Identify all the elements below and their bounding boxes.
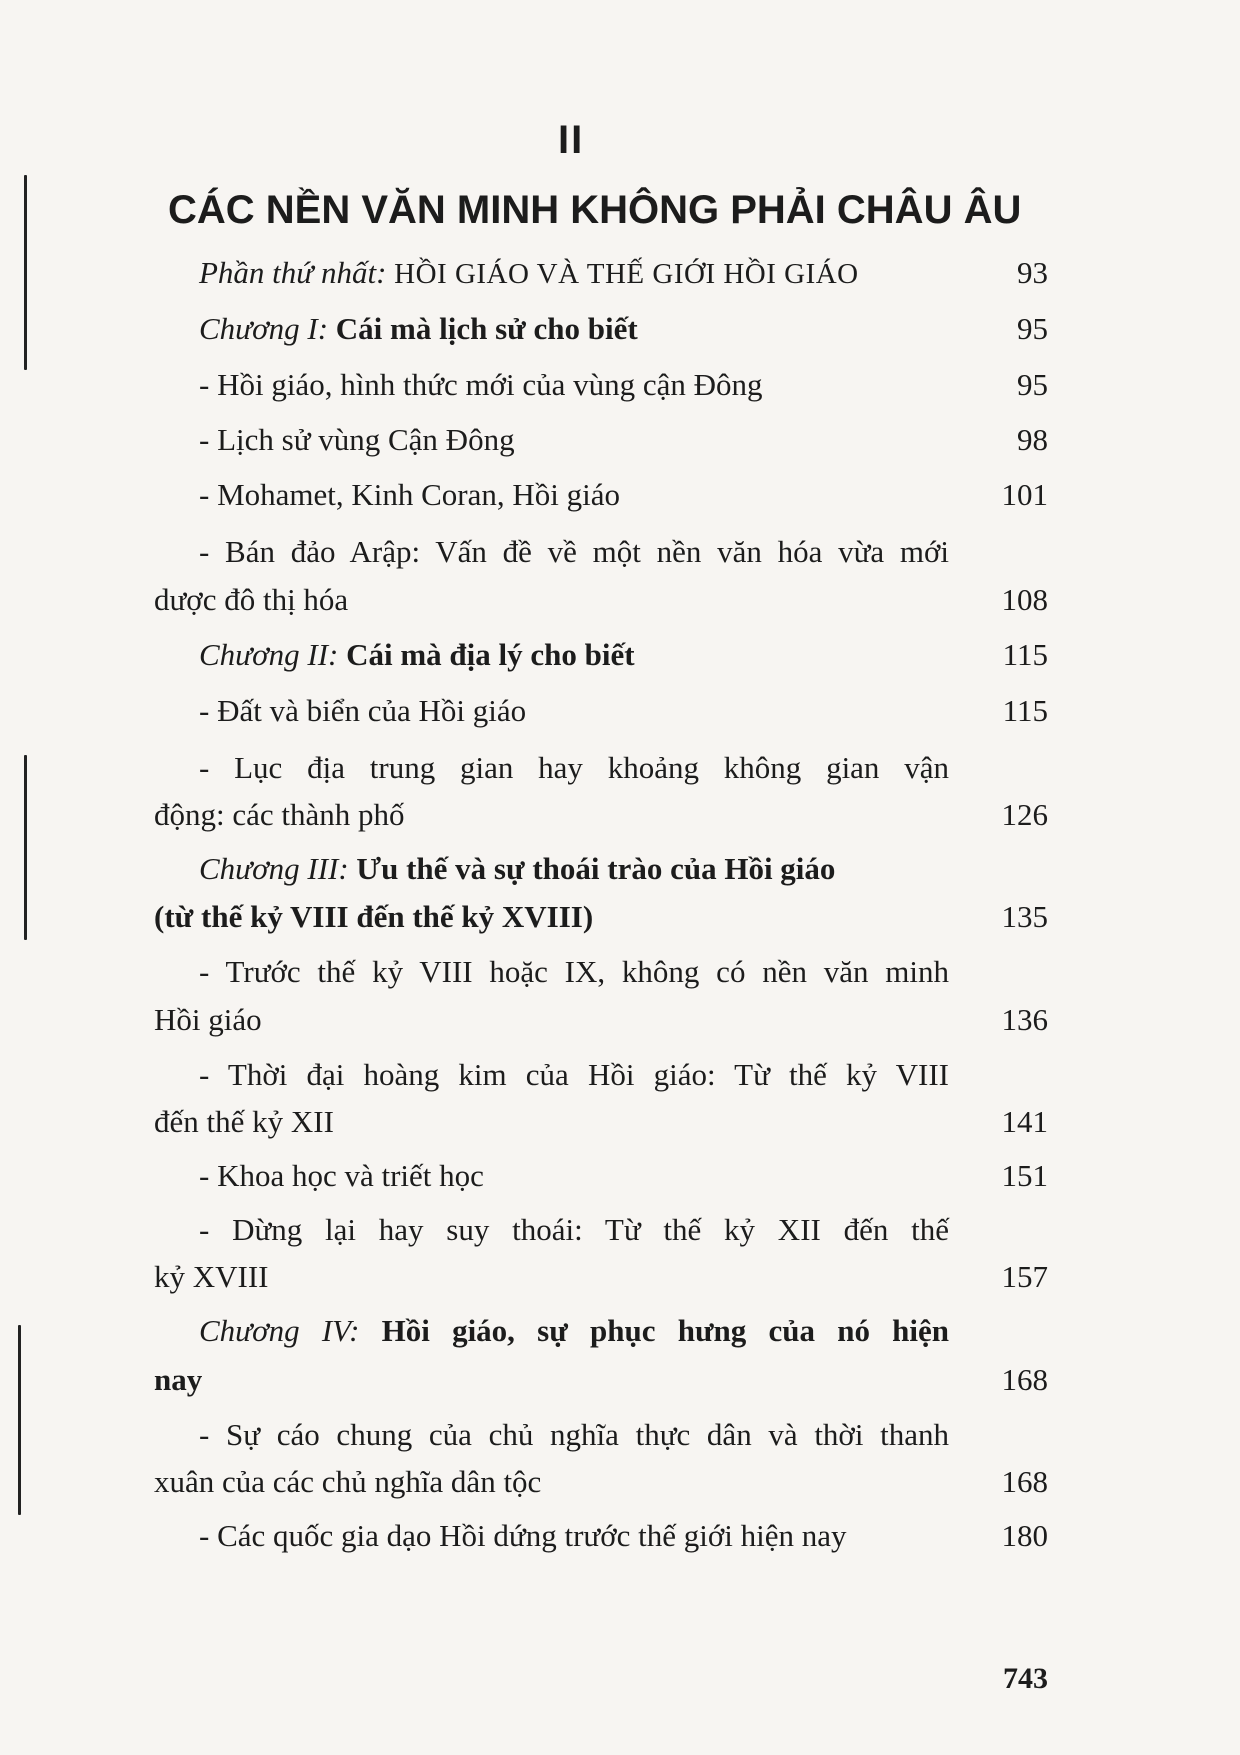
toc-chapter-heading — [199, 305, 638, 352]
toc-entry-line: kỷ XVIII — [154, 1259, 269, 1294]
toc-entry: - Đất và biển của Hồi giáo — [199, 693, 527, 728]
toc-entry-line: đến thế kỷ XII — [154, 1104, 334, 1139]
page-number: 93 — [1017, 255, 1048, 290]
page-number: 151 — [1001, 1158, 1048, 1193]
toc-entry: - Hồi giáo, hình thức mới của vùng cận Đông — [199, 367, 763, 402]
page-number: 157 — [1001, 1259, 1048, 1294]
page-number: 168 — [1001, 1362, 1048, 1397]
toc-entry-line: - Lục địa trung gian hay khoảng không gian vận — [199, 750, 949, 785]
page-number: 95 — [1017, 311, 1048, 346]
page-number: 180 — [1001, 1518, 1048, 1553]
toc-chapter-heading — [199, 631, 635, 678]
toc-entry-line: - Thời đại hoàng kim của Hồi giáo: Từ thế kỷ VIII — [199, 1057, 949, 1092]
page-number: 101 — [1001, 477, 1048, 512]
part-label: Phần thứ nhất: — [199, 255, 387, 290]
toc-part-heading — [199, 249, 859, 298]
toc-entry: - Khoa học và triết học — [199, 1158, 484, 1193]
toc-chapter-heading — [199, 1307, 949, 1354]
scan-mark — [24, 175, 27, 370]
chapter-label: Chương I: — [199, 311, 329, 346]
scan-mark — [18, 1325, 21, 1515]
toc-entry-line: xuân của các chủ nghĩa dân tộc — [154, 1464, 542, 1499]
toc-entry-line: động: các thành phố — [154, 797, 405, 832]
page-number: 108 — [1001, 582, 1048, 617]
chapter-title: Ưu thế và sự thoái trào của Hồi giáo — [356, 851, 836, 886]
chapter-title: Cái mà lịch sử cho biết — [335, 311, 638, 346]
chapter-label: Chương III: — [199, 851, 349, 886]
toc-entry-line: - Bán đảo Arập: Vấn đề về một nền văn hóa vừa mới — [199, 534, 949, 569]
toc-chapter-heading — [199, 845, 835, 892]
page-number: 95 — [1017, 367, 1048, 402]
chapter-title: Cái mà địa lý cho biết — [346, 637, 635, 672]
toc-entry: - Lịch sử vùng Cận Đông — [199, 422, 515, 457]
section-title: CÁC NỀN VĂN MINH KHÔNG PHẢI CHÂU ÂU — [168, 188, 1022, 232]
toc-entry: - Mohamet, Kinh Coran, Hồi giáo — [199, 477, 621, 512]
chapter-title: Hồi giáo, sự phục hưng của nó hiện — [381, 1313, 950, 1348]
scan-mark — [24, 755, 27, 940]
page-number: 168 — [1001, 1464, 1048, 1499]
chapter-label: Chương IV: — [199, 1313, 360, 1348]
part-title: HỒI GIÁO VÀ THẾ GIỚI HỒI GIÁO — [394, 258, 859, 290]
page-number: 98 — [1017, 422, 1048, 457]
toc-entry: - Các quốc gia dạo Hồi dứng trước thế giới hiện nay — [199, 1518, 847, 1553]
page-number: 115 — [1002, 637, 1048, 672]
toc-entry-line: dược đô thị hóa — [154, 582, 349, 617]
page-number: 126 — [1001, 797, 1048, 832]
page-folio: 743 — [1003, 1662, 1048, 1695]
toc-entry-line: - Sự cáo chung của chủ nghĩa thực dân và thời thanh — [199, 1417, 949, 1452]
chapter-title-continuation: nay — [154, 1362, 203, 1397]
page-number: 115 — [1002, 693, 1048, 728]
toc-entry-line: - Dừng lại hay suy thoái: Từ thế kỷ XII đến thế — [199, 1212, 949, 1247]
chapter-label: Chương II: — [199, 637, 339, 672]
section-number: II — [558, 118, 585, 162]
page-number: 136 — [1001, 1002, 1048, 1037]
chapter-title-continuation: (từ thế kỷ VIII đến thế kỷ XVIII) — [154, 899, 594, 934]
page-number: 141 — [1001, 1104, 1048, 1139]
toc-entry-line: Hồi giáo — [154, 1002, 262, 1037]
page-number: 135 — [1001, 899, 1048, 934]
toc-entry-line: - Trước thế kỷ VIII hoặc IX, không có nền văn minh — [199, 954, 949, 989]
